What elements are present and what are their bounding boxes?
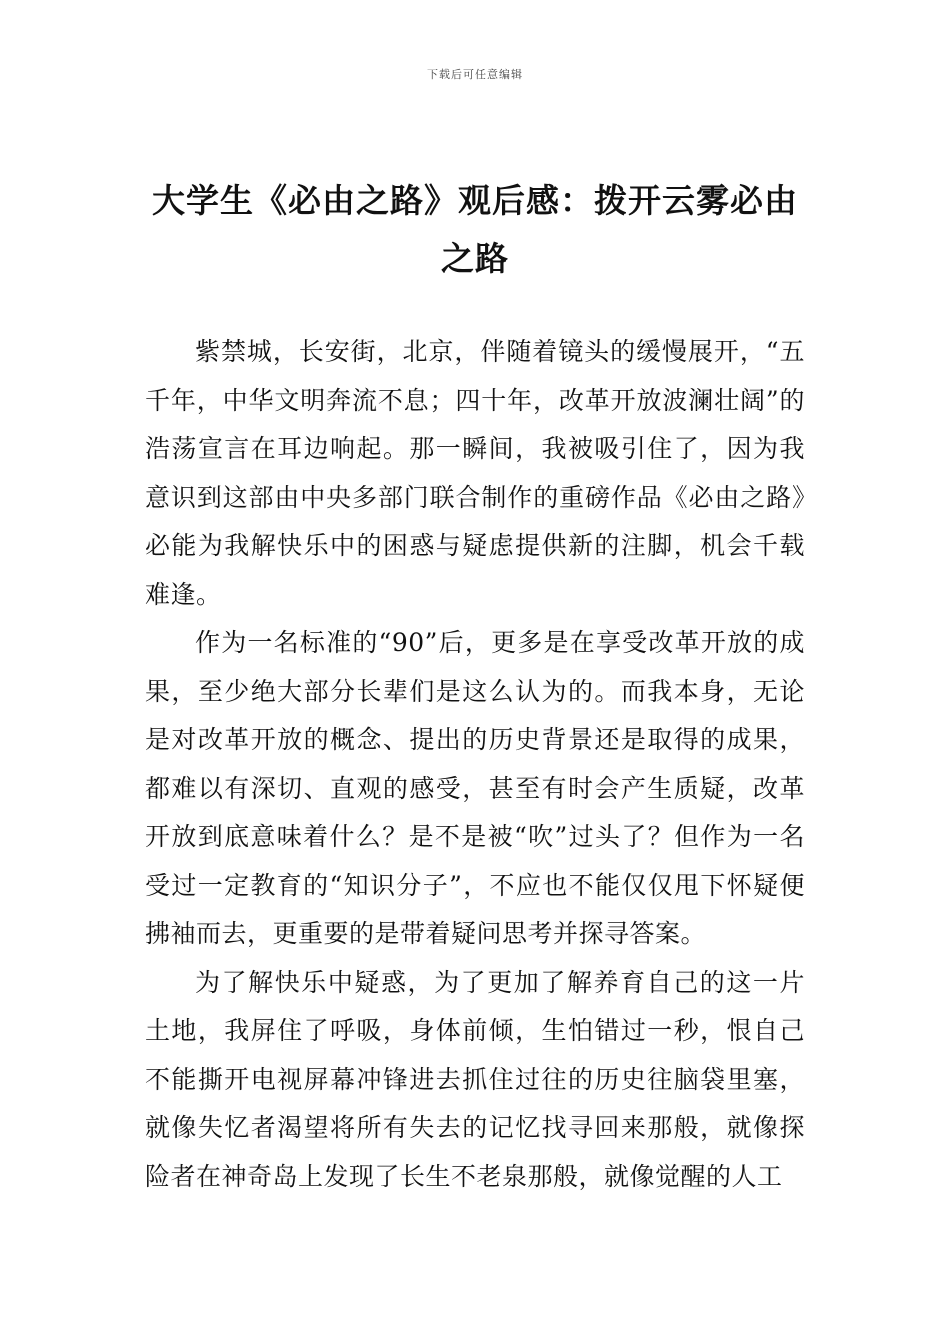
header-note: 下载后可任意编辑	[427, 68, 523, 81]
document-title: 大学生《必由之路》观后感：拨开云雾必由之路	[152, 181, 798, 278]
document-body	[145, 328, 805, 1201]
paragraph-3: 为了解快乐中疑惑，为了更加了解养育自己的这一片土地，我屏住了呼吸，身体前倾，生怕错过一秒，恨自己不能撕开电视屏幕冲锋进去抓住过往的历史往脑袋里塞，就像失忆者渴望将所有失去的记忆找寻回来那般，就像探险者在神奇岛上发现了长生不老泉那般，就像觉醒的人工	[145, 967, 805, 1191]
paragraph-2: 作为一名标准的“90”后，更多是在享受改革开放的成果，至少绝大部分长辈们是这么认为的。而我本身，无论是对改革开放的概念、提出的历史背景还是取得的成果，都难以有深切、直观的感受，甚至有时会产生质疑，改革开放到底意味着什么？是不是被“吹”过头了？但作为一名受过一定教育的“知识分子”，不应也不能仅仅甩下怀疑便拂袖而去，更重要的是带着疑问思考并探寻答案。	[145, 628, 805, 948]
paragraph-1: 紫禁城，长安街，北京，伴随着镜头的缓慢展开，“五千年，中华文明奔流不息；四十年，改革开放波澜壮阔”的浩荡宣言在耳边响起。那一瞬间，我被吸引住了，因为我意识到这部由中央多部门联合制作的重磅作品《必由之路》必能为我解快乐中的困惑与疑虑提供新的注脚，机会千载难逢。	[145, 337, 805, 609]
